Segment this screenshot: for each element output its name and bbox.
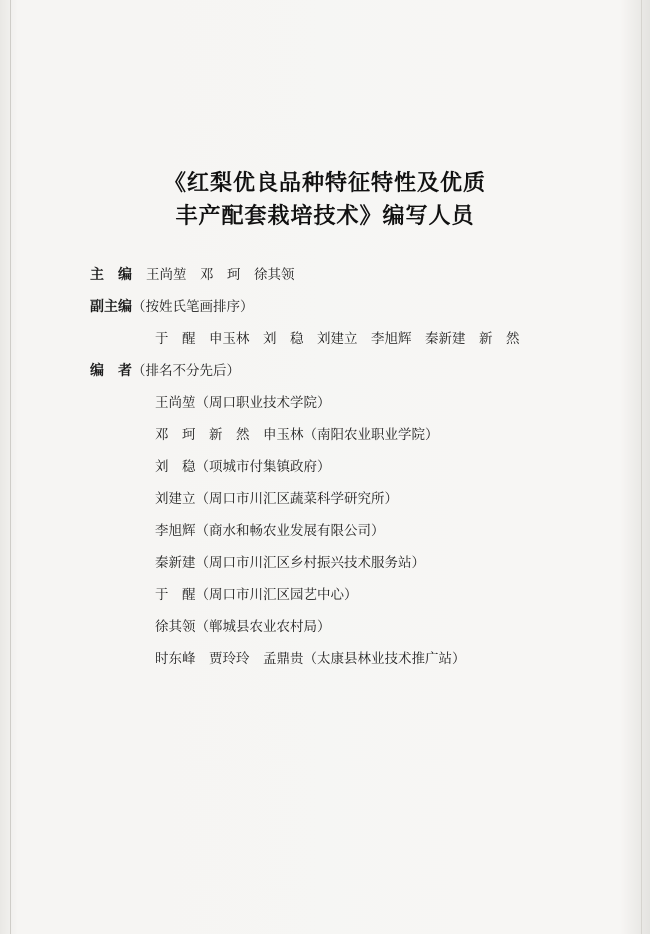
editor-line: 李旭辉（商水和畅农业发展有限公司） (155, 523, 385, 539)
editor-line: 徐其领（郸城县农业农村局） (155, 619, 331, 635)
editors-note: （排名不分先后） (132, 363, 240, 379)
page-edge-right (641, 0, 642, 934)
editor-line: 刘建立（周口市川汇区蔬菜科学研究所） (155, 491, 398, 507)
editor-line: 于 醒（周口市川汇区园艺中心） (155, 587, 358, 603)
title-line-1: 《红梨优良品种特征特性及优质 (163, 170, 486, 196)
editor-line: 王尚堃（周口职业技术学院） (155, 395, 331, 411)
editor-line: 邓 珂 新 然 申玉林（南阳农业职业学院） (155, 427, 439, 443)
deputy-editor-note: （按姓氏笔画排序） (132, 299, 254, 315)
chief-editor-names: 王尚堃 邓 珂 徐其领 (146, 267, 295, 283)
editors-row (90, 361, 240, 381)
page-edge-left (10, 0, 11, 934)
deputy-editor-names: 于 醒 申玉林 刘 稳 刘建立 李旭辉 秦新建 新 然 (155, 331, 520, 347)
chief-editor-label: 主 编 (90, 267, 132, 283)
editors-label: 编 者 (90, 363, 132, 379)
title-line-2: 丰产配套栽培技术》编写人员 (175, 203, 475, 229)
editor-line: 秦新建（周口市川汇区乡村振兴技术服务站） (155, 555, 425, 571)
chief-editor-row (90, 265, 295, 285)
editor-line: 时东峰 贾玲玲 孟鼎贵（太康县林业技术推广站） (155, 651, 466, 667)
deputy-editor-label: 副主编 (90, 299, 132, 315)
deputy-editor-row (90, 297, 254, 317)
editor-line: 刘 稳（项城市付集镇政府） (155, 459, 331, 475)
